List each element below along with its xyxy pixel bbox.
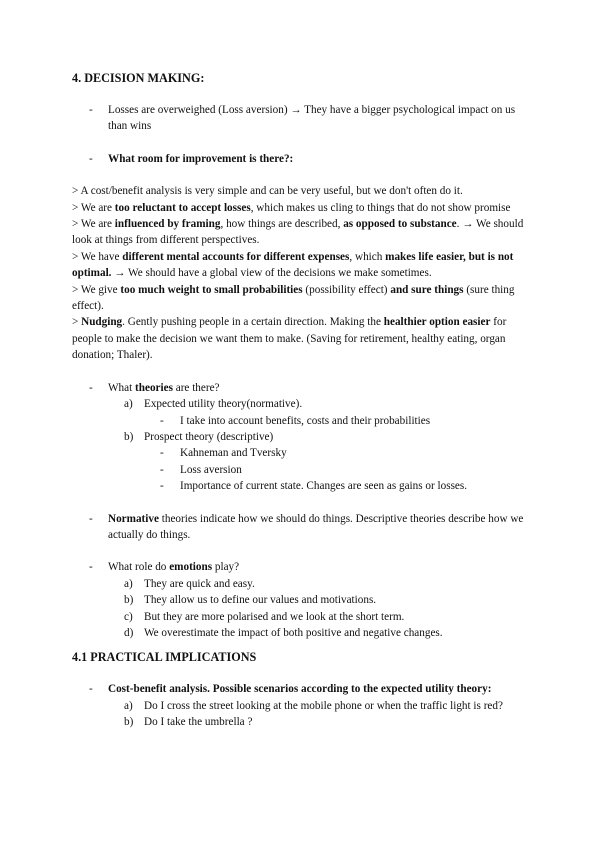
- paragraph-cost-benefit: > A cost/benefit analysis is very simple and can be very useful, but we don't often do it.: [72, 185, 463, 198]
- list-marker: a): [124, 699, 133, 712]
- bullet-text: Normative theories indicate how we should do things. Descriptive theories describe how we actually do things.: [108, 512, 524, 541]
- bullet-text: Losses are overweighed (Loss aversion) → They have a bigger psychological impact on us than wins: [108, 104, 516, 133]
- sub-list-item: [72, 413, 530, 429]
- document-page: [72, 70, 530, 731]
- bullet-improvement: [72, 151, 530, 167]
- list-item: [72, 396, 530, 412]
- bullet-emotions: [72, 559, 530, 575]
- bullet-dash: -: [89, 104, 93, 116]
- paragraph-nudging: > Nudging. Gently pushing people in a certain direction. Making the healthier option easier for people to make the decision we want them to make. (Saving for retirement, healthy eating, organ donation; Thaler).: [72, 316, 507, 362]
- list-text: Importance of current state. Changes are seen as gains or losses.: [180, 480, 468, 493]
- list-text: They are quick and easy.: [144, 577, 255, 590]
- list-text: Expected utility theory(normative).: [144, 398, 303, 411]
- list-text: Loss aversion: [180, 463, 242, 476]
- bullet-dash: -: [160, 447, 164, 460]
- bullet-dash: -: [160, 463, 164, 476]
- subsection-heading: 4.1 PRACTICAL IMPLICATIONS: [72, 650, 257, 665]
- section-heading: 4. DECISION MAKING:: [72, 71, 205, 85]
- list-item: [72, 698, 530, 714]
- list-marker: a): [124, 398, 133, 411]
- bullet-dash: -: [160, 414, 164, 427]
- list-item: [72, 714, 530, 730]
- bullet-text: What role do emotions play?: [108, 561, 240, 574]
- sub-list-item: [72, 478, 530, 494]
- list-marker: b): [124, 594, 134, 607]
- list-item: [72, 592, 530, 608]
- list-marker: d): [124, 626, 134, 639]
- bullet-text: What theories are there?: [108, 381, 220, 394]
- list-text: But they are more polarised and we look at the short term.: [144, 610, 405, 623]
- paragraph-probabilities: > We give too much weight to small probabilities (possibility effect) and sure things (sure thing effect).: [72, 283, 515, 313]
- list-text: Kahneman and Tversky: [180, 447, 287, 460]
- bullet-dash: -: [89, 683, 93, 696]
- bullet-dash: -: [160, 480, 164, 493]
- sub-list-item: [72, 445, 530, 461]
- list-item: [72, 625, 530, 641]
- bullet-dash: -: [89, 561, 93, 574]
- bullet-theories: [72, 380, 530, 396]
- list-text: We overestimate the impact of both positive and negative changes.: [144, 626, 443, 639]
- bullet-text: What room for improvement is there?:: [108, 152, 294, 165]
- bullet-text: Cost-benefit analysis. Possible scenarios according to the expected utility theory:: [108, 683, 492, 696]
- list-text: They allow us to define our values and motivations.: [144, 594, 377, 607]
- list-text: Do I cross the street looking at the mobile phone or when the traffic light is red?: [144, 699, 503, 712]
- list-marker: c): [124, 610, 133, 623]
- bullet-cost-benefit: [72, 681, 530, 697]
- paragraph-framing: > We are influenced by framing, how things are described, as opposed to substance. → We should look at things from different perspectives.: [72, 218, 524, 247]
- bullet-dash: -: [89, 512, 93, 525]
- list-item: [72, 429, 530, 445]
- bullet-normative: [72, 511, 530, 544]
- bullet-dash: -: [89, 381, 93, 394]
- list-text: I take into account benefits, costs and their probabilities: [180, 414, 431, 427]
- bullet-dash: -: [89, 152, 93, 165]
- list-text: Do I take the umbrella ?: [144, 716, 253, 729]
- list-item: [72, 609, 530, 625]
- list-text: Prospect theory (descriptive): [144, 430, 274, 443]
- bullet-loss-aversion: [72, 102, 530, 135]
- list-marker: a): [124, 577, 133, 590]
- paragraph-losses: > We are too reluctant to accept losses, which makes us cling to things that do not show promise: [72, 201, 511, 214]
- paragraph-mental-accounts: > We have different mental accounts for different expenses, which makes life easier, but is not optimal. → We should have a global view of the decisions we make sometimes.: [72, 250, 514, 280]
- sub-list-item: [72, 462, 530, 478]
- list-item: [72, 576, 530, 592]
- list-marker: b): [124, 716, 134, 729]
- list-marker: b): [124, 430, 134, 443]
